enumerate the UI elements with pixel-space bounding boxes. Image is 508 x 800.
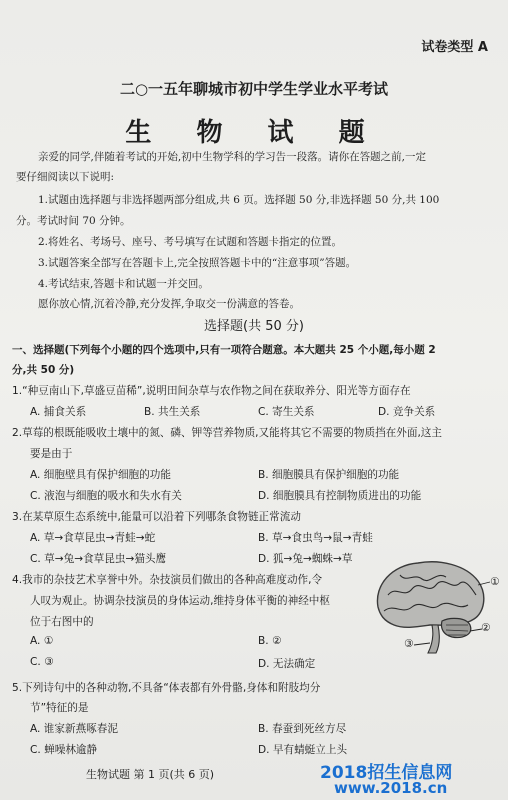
watermark-url: www.2018.cn	[334, 779, 448, 797]
question-3-option-d: D. 狐→兔→蜘蛛→草	[258, 553, 353, 565]
question-3-option-c: C. 草→兔→食草昆虫→猫头鹰	[30, 553, 167, 565]
question-1-option-a: A. 捕食关系	[30, 406, 87, 418]
question-1-option-b: B. 共生关系	[144, 406, 201, 418]
subject-title: 生 物 试 题	[125, 118, 383, 148]
question-4-option-d: D. 无法确定	[258, 658, 316, 670]
question-2-stem-line-2: 要是由于	[30, 448, 73, 460]
intro-greeting-line-2: 要仔细阅读以下说明:	[16, 171, 115, 183]
question-2-option-d: D. 细胞膜具有控制物质进出的功能	[258, 490, 422, 502]
question-5-option-c: C. 蝉噪林逾静	[30, 744, 98, 756]
question-2-option-c: C. 液泡与细胞的吸水和失水有关	[30, 490, 182, 502]
question-3-option-b: B. 草→食虫鸟→鼠→青蛙	[258, 532, 373, 544]
figure-label-3: ③	[404, 638, 414, 650]
brain-figure	[370, 555, 502, 655]
closing-line: 愿你放心情,沉着冷静,充分发挥,争取交一份满意的答卷。	[38, 298, 301, 310]
question-4-stem-line-2: 人叹为观止。协调杂技演员的身体运动,维持身体平衡的神经中枢	[30, 595, 330, 607]
paper-type-label: 试卷类型 A	[421, 40, 488, 55]
question-4-option-a: A. ①	[30, 635, 54, 647]
watermark-site-name: 2018招生信息网	[320, 763, 453, 783]
rule-line: 2.将姓名、考场号、座号、考号填写在试题和答题卡指定的位置。	[38, 236, 343, 248]
question-1-option-d: D. 竞争关系	[378, 406, 436, 418]
section-title: 选择题(共 50 分)	[204, 319, 304, 334]
page-footer: 生物试题 第 1 页(共 6 页)	[85, 768, 215, 781]
rule-line: 4.考试结束,答题卡和试题一并交回。	[38, 278, 209, 290]
question-5-stem-line-1: 5.下列诗句中的各种动物,不具备“体表都有外骨骼,身体和附肢均分	[12, 682, 321, 694]
section-instruction-line-2: 分,共 50 分)	[12, 364, 75, 376]
intro-greeting-line-1: 亲爱的同学,伴随着考试的开始,初中生物学科的学习告一段落。请你在答题之前,一定	[38, 151, 427, 163]
section-instruction-line-1: 一、选择题(下列每个小题的四个选项中,只有一项符合题意。本大题共 25 个小题,每小题 2	[12, 344, 436, 356]
figure-label-2: ②	[481, 622, 491, 634]
question-2-option-a: A. 细胞壁具有保护细胞的功能	[30, 469, 171, 481]
question-5-option-b: B. 春蚕到死丝方尽	[258, 723, 347, 735]
question-5-option-a: A. 谁家新燕啄春泥	[30, 723, 118, 735]
figure-label-1: ①	[490, 576, 500, 588]
rule-line: 1.试题由选择题与非选择题两部分组成,共 6 页。选择题 50 分,非选择题 50 分,共 100	[38, 194, 440, 206]
question-2-stem-line-1: 2.草莓的根既能吸收土壤中的氮、磷、钾等营养物质,又能将其它不需要的物质挡在外面,这主	[12, 427, 442, 439]
question-5-option-d: D. 早有蜻蜓立上头	[258, 744, 348, 756]
question-1-option-c: C. 寄生关系	[258, 406, 315, 418]
question-3-stem: 3.在某草原生态系统中,能量可以沿着下列哪条食物链正常流动	[12, 511, 301, 523]
rule-line: 3.试题答案全部写在答题卡上,完全按照答题卡中的“注意事项”答题。	[38, 257, 357, 269]
question-4-stem-line-3: 位于右图中的	[30, 616, 94, 628]
question-4-stem-line-1: 4.我市的杂技艺术享誉中外。杂技演员们做出的各种高难度动作,令	[12, 574, 323, 586]
question-4-option-c: C. ③	[30, 656, 54, 668]
exam-title: 二○一五年聊城市初中学生学业水平考试	[119, 80, 389, 98]
question-1-stem: 1.“种豆南山下,草盛豆苗稀”,说明田间杂草与农作物之间在获取养分、阳光等方面存在	[12, 385, 411, 397]
rule-line: 分。考试时间 70 分钟。	[16, 215, 131, 227]
question-5-stem-line-2: 节”特征的是	[30, 702, 89, 714]
question-2-option-b: B. 细胞膜具有保护细胞的功能	[258, 469, 400, 481]
question-3-option-a: A. 草→食草昆虫→青蛙→蛇	[30, 532, 156, 544]
question-4-option-b: B. ②	[258, 635, 282, 647]
